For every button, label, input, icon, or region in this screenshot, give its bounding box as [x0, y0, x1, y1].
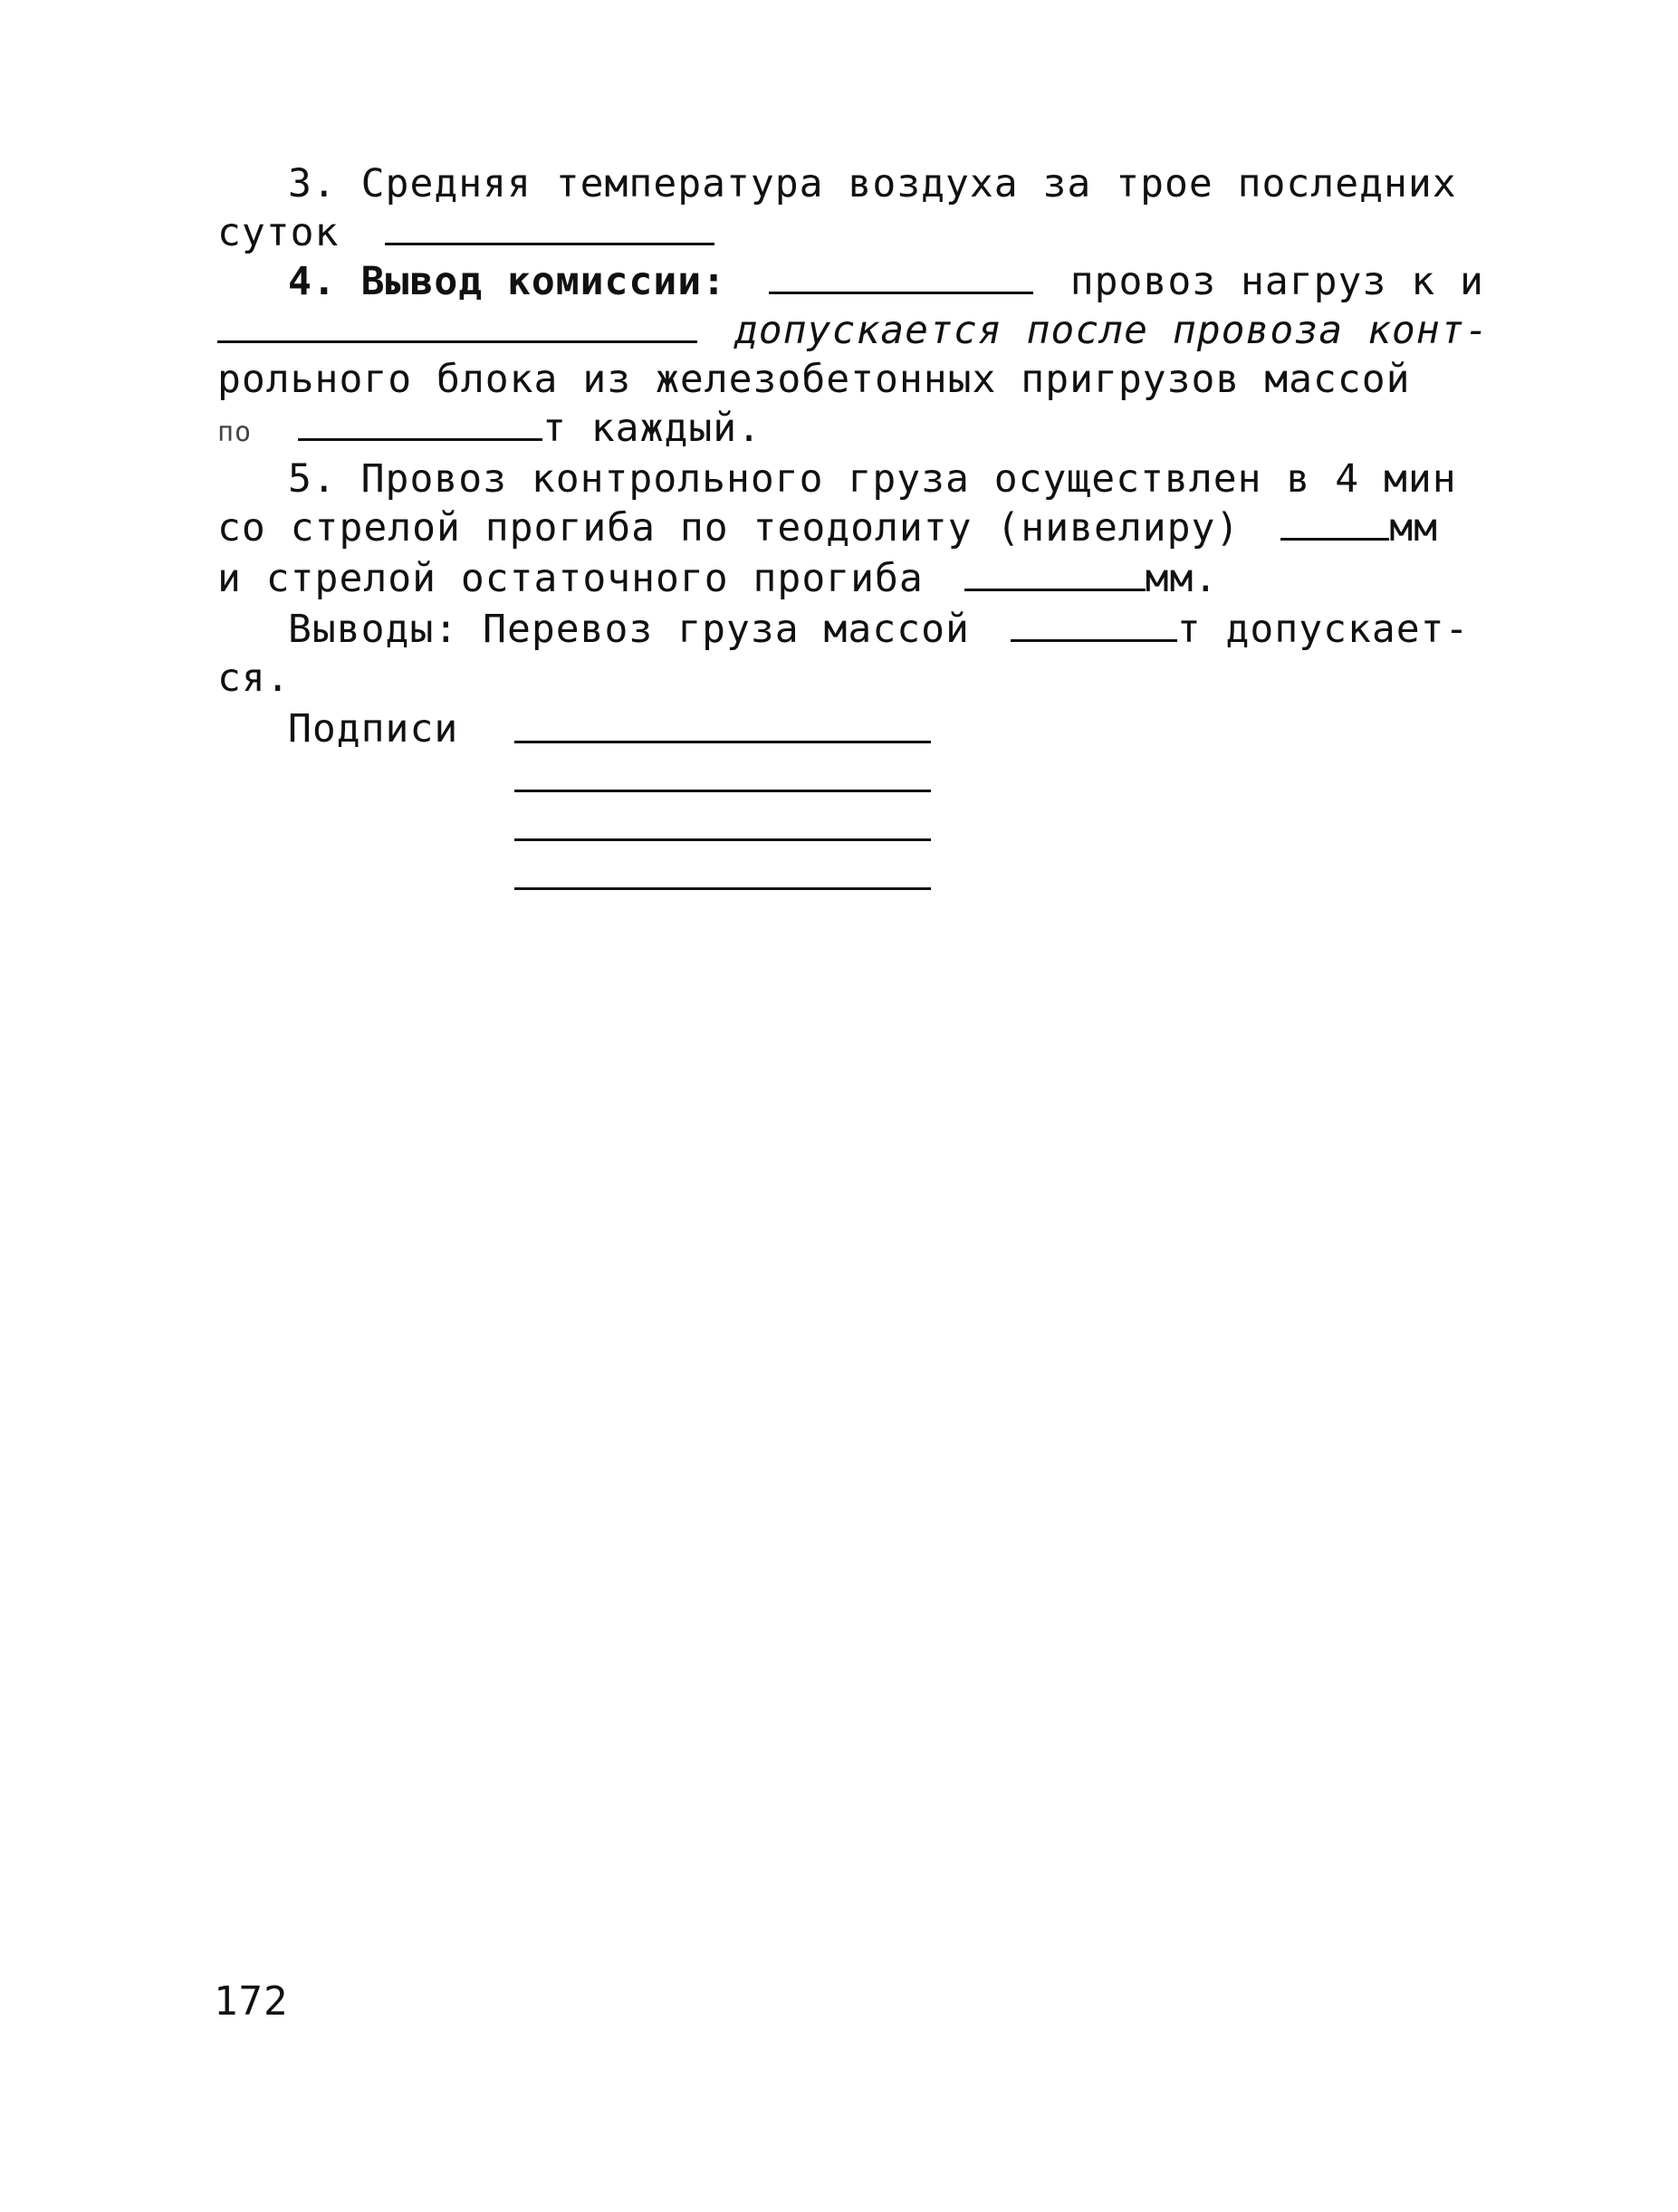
item4-prefix4: по: [217, 417, 253, 448]
residual-deflection-blank: [964, 558, 1146, 591]
item4-text3: рольного блока из железобетонных пригрузов массой: [217, 357, 1411, 402]
item4-line2: [217, 306, 1489, 355]
signatures-label: Подписи: [288, 706, 459, 752]
load-blank: [217, 310, 697, 343]
conclusions-line1: [288, 605, 1469, 654]
item3-cont: суток: [217, 210, 340, 255]
signature-line-1: [514, 741, 931, 743]
conclusions-text2: ся.: [217, 656, 291, 701]
conclusions-text1b: т допускает-: [1176, 607, 1470, 652]
signatures-line: [288, 704, 458, 753]
item5-text1: 5. Провоз контрольного груза осуществлен в 4 мин: [288, 456, 1457, 502]
item4-label: 4. Вывод комиссии:: [288, 259, 726, 304]
item5-line3: [217, 554, 1218, 603]
deflection-blank: [1280, 507, 1389, 541]
signature-line-3: [514, 838, 931, 841]
item5-text3b: мм.: [1145, 556, 1219, 601]
item5-text2a: со стрелой прогиба по теодолиту (нивелиру): [217, 505, 1241, 551]
item4-line1: [288, 257, 1484, 306]
conclusions-line2: [217, 654, 291, 703]
signature-line-2: [514, 790, 931, 792]
item4-text1: провоз нагруз к и: [1069, 259, 1484, 304]
item4-text4: т каждый.: [542, 406, 762, 451]
item5-line1: [288, 455, 1457, 503]
item3-line1: [288, 159, 1457, 208]
cargo-mass-blank: [1011, 608, 1177, 642]
item5-line2: [217, 503, 1438, 552]
mass-each-blank: [298, 407, 542, 441]
item4-line4: [217, 404, 762, 453]
item5-text2b: мм: [1389, 505, 1438, 551]
commission-decision-blank: [769, 261, 1033, 294]
page-number: 172: [214, 1978, 289, 2025]
item4-line3: [217, 355, 1411, 404]
conclusions-text1a: Выводы: Перевоз груза массой: [288, 607, 970, 652]
signature-line-4: [514, 887, 931, 890]
temperature-blank: [385, 212, 714, 245]
item4-text2: допускается после провоза конт-: [734, 308, 1490, 353]
item3-line2: [217, 208, 714, 257]
item3-text: 3. Средняя температура воздуха за трое последних: [288, 161, 1457, 206]
item5-text3a: и стрелой остаточного прогиба: [217, 556, 924, 601]
